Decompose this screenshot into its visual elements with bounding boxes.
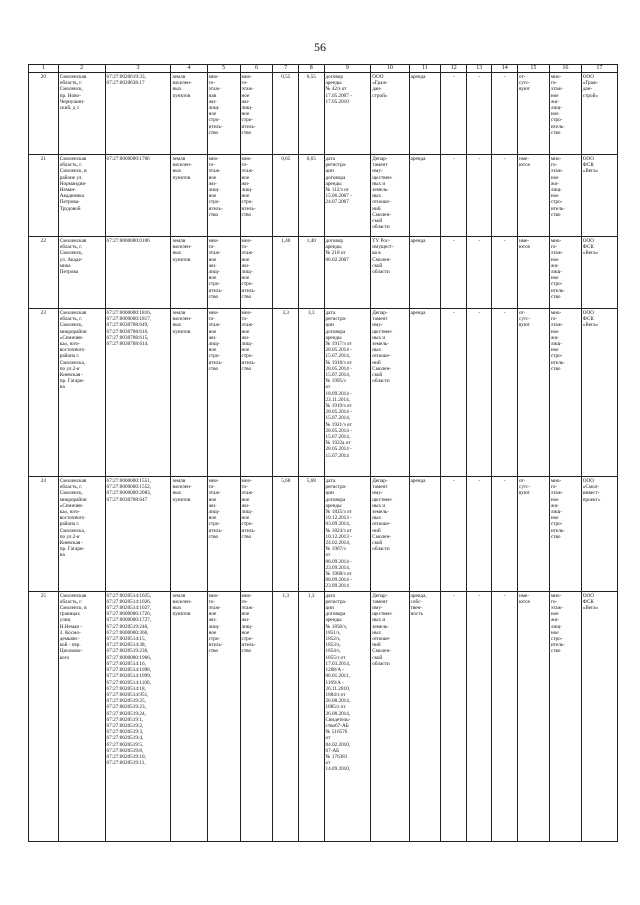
table-cell: име- ются — [517, 591, 549, 841]
column-number: 17 — [581, 65, 617, 73]
table-cell: ООО ФСК «Вега» — [581, 591, 617, 841]
table-cell: мно- го- этаж- ное жи- лищ- ное стро- итель- ство — [240, 309, 273, 477]
table-cell: мно- го- этаж- ное жи- лищ- ное стро- итель- ство — [549, 73, 581, 155]
table-row — [29, 591, 618, 841]
table-cell: договор аренды № 218 от 06.02.2007 — [324, 237, 371, 309]
table-cell: земли населен- ных пунктов — [171, 155, 207, 237]
table-cell: аренда — [409, 237, 441, 309]
column-number: 1 — [29, 65, 59, 73]
table-cell: ООО «Граж- дан- строй» — [371, 73, 409, 155]
table-cell: мно- го- этаж- ное жи- лищ- ное стро- итель- ство — [207, 591, 240, 841]
table-cell: ООО «Граж- дан- строй» — [581, 73, 617, 155]
table-cell: 0,55 — [273, 73, 299, 155]
column-number-row — [29, 65, 618, 73]
table-cell: дата регистра- ции договора аренды № 1917/з от 28.05.2014 - 15.07.2014, № 1918/з от 28.05.2014 - 15.07.2014, № 1995/з от 18.09.2014 - 23.11.2014, № 1919/з от 28.05.2014 - 15.07.2014, № 1921/з от 28.05.2014 - 15.07.2014, № 1922а от 28.05.2014 - 15.07.2014 — [324, 309, 371, 477]
table-cell: мно- го- этаж- ное жи- лищ- ное стро- итель- ство — [240, 237, 273, 309]
table-cell: мно- го- этаж- ная жи- лищ- ное стро- итель- ство — [207, 73, 240, 155]
table-cell: 21 — [29, 155, 59, 237]
table-cell: мно- го- этаж- ное жи- лищ- ное стро- итель- ство — [207, 155, 240, 237]
table-cell: име- ются — [517, 237, 549, 309]
table-cell: - — [441, 477, 467, 592]
table-cell: 67:27:0000000:1816, 67:27:0000000:1817, 67:27:0030708:649, 67:27:0030708:616, 67:27:0030708:615, 67:27:0030708:614. — [105, 309, 171, 477]
table-cell: мно- го- этаж- ное жи- лищ- ное стро- итель- ство — [549, 309, 581, 477]
page-number: 56 — [314, 40, 326, 54]
table-cell: мно- го- этаж- ное жи- лищ- ное стро- итель- ство — [549, 237, 581, 309]
table-cell: 24 — [29, 477, 59, 592]
table-cell: 25 — [29, 591, 59, 841]
table-cell: 0,55 — [299, 73, 325, 155]
table-cell: Смоленская область, г. Смоленск, микрорайон «Семичев- ка», юго- восточного района г. Смоленска, по ул.2-я Киевская - пр. Гагари- на — [58, 309, 105, 477]
table-cell: 67:27:0020514:1025, 67:27:0020514:1026, 67:27:0020514:1027, 67:27:0000000:1726, 67:27:0000000:1727, 67:27:0020519:240, 67:27:0000000:360, 67:27:0020514:15, 67:27:0020514:38, 67:27:0020519:236, 67:27:0000000:1966, 67:27:0020514:16, 67:27:0020514:1098, 67:27:0020514:1099, 67:27:0020514:1100, 67:27:0020514:18, 67:27:0020514:951, 67:27:0020519:25, 67:27:0020519:23, 67:27:0020519:24, 67:27:0020519:1, 67:27:0020519:2, 67:27:0020519:3, 67:27:0020519:4, 67:27:0020519:5, 67:27:0020519:8, 67:27:0020519:10, 67:27:0020519:11, — [105, 591, 171, 841]
table-body — [29, 65, 618, 842]
table-cell: 0,65 — [273, 155, 299, 237]
table-cell: - — [492, 591, 518, 841]
table-cell: - — [466, 477, 492, 592]
column-number: 9 — [324, 65, 371, 73]
column-number: 6 — [240, 65, 273, 73]
table-cell: от- сутс- вуют — [517, 309, 549, 477]
table-row — [29, 155, 618, 237]
column-number: 12 — [441, 65, 467, 73]
table-cell: дата регистра- ции договора аренды № 112/з от 15.06.2007 - 24.07.2007 — [324, 155, 371, 237]
table-cell: аренда, собс- твен- ность — [409, 591, 441, 841]
table-cell: мно- го- этаж- ное жи- лищ- ное стро- итель- ство — [549, 591, 581, 841]
table-cell: мно- го- этаж- ное жи- лищ- ное стро- итель- ство — [207, 477, 240, 592]
column-number: 10 — [371, 65, 409, 73]
table-cell: ООО «Смол- инвест- проект» — [581, 477, 617, 592]
table-cell: земли населен- ных пунктов — [171, 591, 207, 841]
table-cell: аренда — [409, 309, 441, 477]
table-row — [29, 237, 618, 309]
table-cell: 22 — [29, 237, 59, 309]
table-cell: от- сутс- вуют — [517, 477, 549, 592]
table-cell: 5,68 — [273, 477, 299, 592]
table-cell: 1,40 — [299, 237, 325, 309]
table-cell: ООО ФСК «Вега» — [581, 237, 617, 309]
column-number: 8 — [299, 65, 325, 73]
table-cell: мно- го- этаж- ное жи- лищ- ное стро- итель- ство — [207, 309, 240, 477]
column-number: 13 — [466, 65, 492, 73]
table-cell: земли населен- ных пунктов — [171, 237, 207, 309]
table-cell: 1,3 — [273, 591, 299, 841]
table-cell: дата регистра- ции договора аренды № 1850/з, 1851/з, 1852/з, 1853/з, 1854/з, 1855/з от 17.03.2014, 1208/А - 06.01.2011, 1169/А - 26.11.2010, 1884/з от 26.08.2014, 1885/з от 26.08.2014, Свидетель- ство67-АБ № 516576 от 04.02.2010, 67-АБ № 176381 от 14.09.2010, — [324, 591, 371, 841]
table-cell: - — [492, 309, 518, 477]
column-number: 16 — [549, 65, 581, 73]
table-cell: 20 — [29, 73, 59, 155]
table-cell: име- ются — [517, 155, 549, 237]
table-cell: - — [492, 237, 518, 309]
table-cell: - — [466, 309, 492, 477]
table-cell: - — [492, 477, 518, 592]
table-cell: - — [466, 73, 492, 155]
table-cell: - — [441, 591, 467, 841]
table-cell: мно- го- этаж- ное жи- лищ- ное стро- итель- ство — [207, 237, 240, 309]
table-cell: - — [441, 73, 467, 155]
table-cell: земли населен- ных пунктов — [171, 73, 207, 155]
table-cell: мно- го- этаж- ное жи- лищ- ное стро- итель- ство — [549, 477, 581, 592]
table-cell: земли населен- ных пунктов — [171, 309, 207, 477]
table-cell: Депар- тамент иму- ществен- ных и земель- ных отноше- ний Смолен- ской области — [371, 155, 409, 237]
table-cell: от- сутс- вуют — [517, 73, 549, 155]
table-cell: аренда — [409, 155, 441, 237]
table-cell: мно- го- этаж- ное жи- лищ- ное стро- итель- ство — [240, 591, 273, 841]
table-cell: - — [441, 237, 467, 309]
table-row — [29, 477, 618, 592]
column-number: 4 — [171, 65, 207, 73]
table-row — [29, 309, 618, 477]
land-plots-table — [28, 64, 618, 842]
column-number: 3 — [105, 65, 171, 73]
table-cell: мно- го- этаж- ное жи- лищ- ное стро- итель- ство — [240, 155, 273, 237]
table-cell: 1,3 — [299, 591, 325, 841]
table-cell: ТУ Рос- имущест- ва в Смолен- ской области — [371, 237, 409, 309]
table-cell: Смоленская область, г. Смоленск, пр. Ново- Чернушин- ский, д 1 — [58, 73, 105, 155]
column-number: 2 — [58, 65, 105, 73]
table-cell: - — [492, 155, 518, 237]
table-cell: договор аренды № 42/з от 17.05.2007 - 17.05.2010 — [324, 73, 371, 155]
table-cell: 0,65 — [299, 155, 325, 237]
table-cell: 67:27:0000000:1551, 67:27:0000000:1552, 67:27:0000000:2083, 67:27:0030708:647 — [105, 477, 171, 592]
column-number: 15 — [517, 65, 549, 73]
table-cell: аренда — [409, 73, 441, 155]
table-cell: 67:27:0000000:0106 — [105, 237, 171, 309]
table-cell: 23 — [29, 309, 59, 477]
table-cell: Смоленская область, г. Смоленск, ул. Акаде- мика Петрова — [58, 237, 105, 309]
table-cell: Депар- тамент иму- ществен- ных и земель- ных отноше- ний Смолен- ской области — [371, 477, 409, 592]
table-cell: мно- го- этаж- ное жи- лищ- ное стро- итель- ство — [240, 73, 273, 155]
table-cell: ООО ФСК «Вега» — [581, 309, 617, 477]
table-cell: - — [492, 73, 518, 155]
table-cell: 1,40 — [273, 237, 299, 309]
table-cell: Смоленская область, г. Смоленск, в границах улиц Н.Неман - 3. Космо- демьянс- кой - пер. Циолковс- кого — [58, 591, 105, 841]
table-cell: 67:27:0020619:33, 67:27:0020638:17 — [105, 73, 171, 155]
table-cell: 3,3 — [273, 309, 299, 477]
table-cell: - — [441, 309, 467, 477]
table-cell: - — [466, 155, 492, 237]
table-cell: Депар- тамент иму- ществен- ных и земель- ных отноше- ний Смолен- ской области — [371, 309, 409, 477]
table-cell: ООО ФСК «Вега» — [581, 155, 617, 237]
table-cell: - — [441, 155, 467, 237]
table-cell: Смоленская область, г. Смоленск, микрорайон «Семичев- ка», юго- восточного района г. Смоленска, по ул.2-я Киевская - пр. Гагари- на — [58, 477, 105, 592]
table-cell: земли населен- ных пунктов — [171, 477, 207, 592]
table-cell: Смоленская область, г. Смоленск, в районе ул. Нормандия- Неман- Академика Петрова- Трудовой — [58, 155, 105, 237]
table-cell: 5,68 — [299, 477, 325, 592]
table-cell: Депар- тамент иму- ществен- ных и земель- ных отноше- ний Смолен- ской области — [371, 591, 409, 841]
column-number: 7 — [273, 65, 299, 73]
table-cell: дата регистра- ции договора аренды № 1825/з от 10.12.2013 - 03.09.2014, № 1824/з от 10.12.2013 - 24.02.2014, № 1967/з от 08.09.2014 - 23.09.2014, № 1968/з от 08.09.2014 - 23.09.2014 — [324, 477, 371, 592]
column-number: 11 — [409, 65, 441, 73]
table-cell: - — [466, 591, 492, 841]
table-cell: 3,3 — [299, 309, 325, 477]
table-cell: - — [466, 237, 492, 309]
column-number: 14 — [492, 65, 518, 73]
table-row — [29, 73, 618, 155]
table-cell: аренда — [409, 477, 441, 592]
column-number: 5 — [207, 65, 240, 73]
table-cell: мно- го- этаж- ное жи- лищ- ное стро- итель- ство — [549, 155, 581, 237]
table-cell: мно- го- этаж- ное жи- лищ- ное стро- итель- ство — [240, 477, 273, 592]
table-cell: 67:27:0000000:1706 — [105, 155, 171, 237]
